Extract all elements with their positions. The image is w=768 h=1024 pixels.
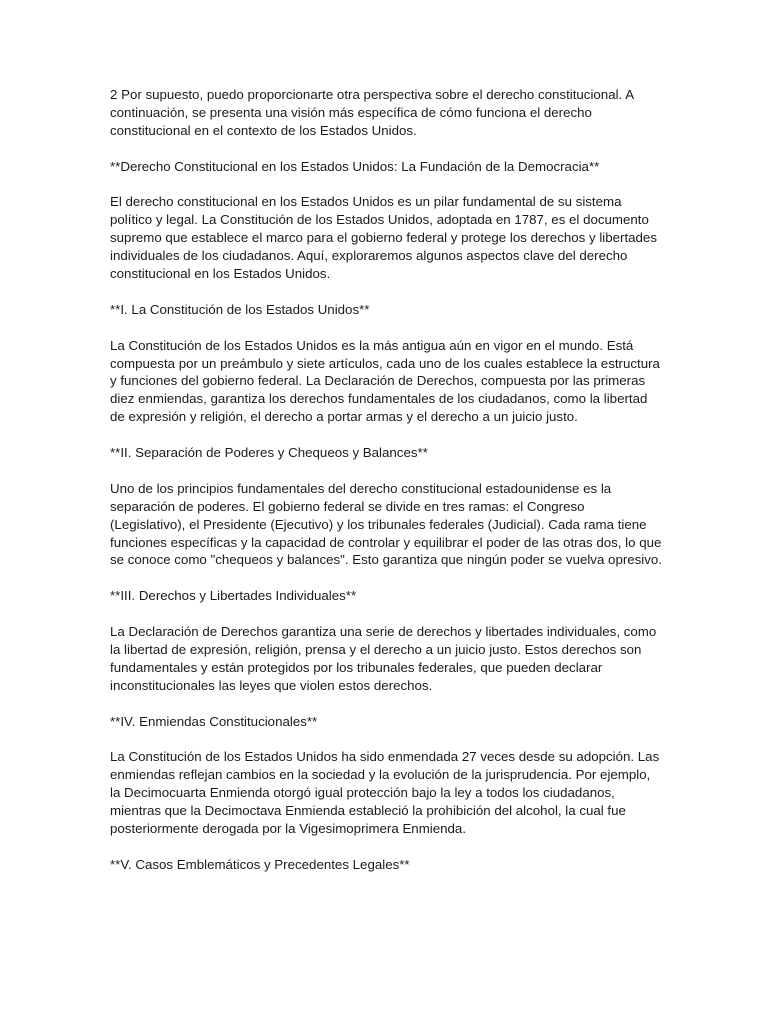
- section-paragraph-1: La Constitución de los Estados Unidos es la más antigua aún en vigor en el mundo. Está compuesta por un preámbulo y siete artículos, cada uno de los cuales establece la estructura y funciones del gobierno federal. La Declaración de Derechos, compuesta por las primeras diez enmiendas, garantiza los derechos fundamentales de los ciudadanos, como la libertad de expresión y religión, el derecho a portar armas y el derecho a un juicio justo.: [110, 337, 660, 425]
- section-paragraph-3: La Declaración de Derechos garantiza una serie de derechos y libertades individuales, como la libertad de expresión, religión, prensa y el derecho a un juicio justo. Estos derechos son fundamentales y están protegidos por los tribunales federales, que pueden declarar inconstitucionales las leyes que violen estos derechos.: [110, 624, 657, 693]
- section-heading-1: **I. La Constitución de los Estados Unidos**: [110, 301, 370, 317]
- section-heading-2: **II. Separación de Poderes y Chequeos y Balances**: [110, 445, 428, 461]
- section-heading-4: **IV. Enmiendas Constitucionales**: [110, 713, 318, 729]
- section-paragraph-4: La Constitución de los Estados Unidos ha sido enmendada 27 veces desde su adopción. Las enmiendas reflejan cambios en la sociedad y la evolución de la jurisprudencia. Por ejemplo, la Decimocuarta Enmienda otorgó igual protección bajo la ley a todos los ciudadanos, mientras que la Decimoctava Enmienda estableció la prohibición del alcohol, la cual fue posteriormente derogada por la Vigesimoprimera Enmienda.: [110, 749, 660, 836]
- intro-paragraph: 2 Por supuesto, puedo proporcionarte otra perspectiva sobre el derecho constitucional. A continuación, se presenta una visión más específica de cómo funciona el derecho constitucional en el contexto de los Estados Unidos.: [110, 87, 634, 138]
- document-title: **Derecho Constitucional en los Estados Unidos: La Fundación de la Democracia**: [110, 158, 600, 174]
- section-paragraph-2: Uno de los principios fundamentales del derecho constitucional estadounidense es la separación de poderes. El gobierno federal se divide en tres ramas: el Congreso (Legislativo), el Presidente (Ejecutivo) y los tribunales federales (Judicial). Cada rama tiene funciones específicas y la capacidad de controlar y equilibrar el poder de las otras dos, lo que se conoce como "chequeos y balances". Esto garantiza que ningún poder se vuelva opresivo.: [110, 480, 663, 568]
- section-heading-5: **V. Casos Emblemáticos y Precedentes Legales**: [110, 856, 410, 872]
- section-heading-3: **III. Derechos y Libertades Individuales**: [110, 588, 357, 604]
- document-body: [110, 86, 662, 892]
- overview-paragraph: El derecho constitucional en los Estados Unidos es un pilar fundamental de su sistema político y legal. La Constitución de los Estados Unidos, adoptada en 1787, es el documento supremo que establece el marco para el gobierno federal y protege los derechos y libertades individuales de los ciudadanos. Aquí, exploraremos algunos aspectos clave del derecho constitucional en los Estados Unidos.: [110, 194, 657, 282]
